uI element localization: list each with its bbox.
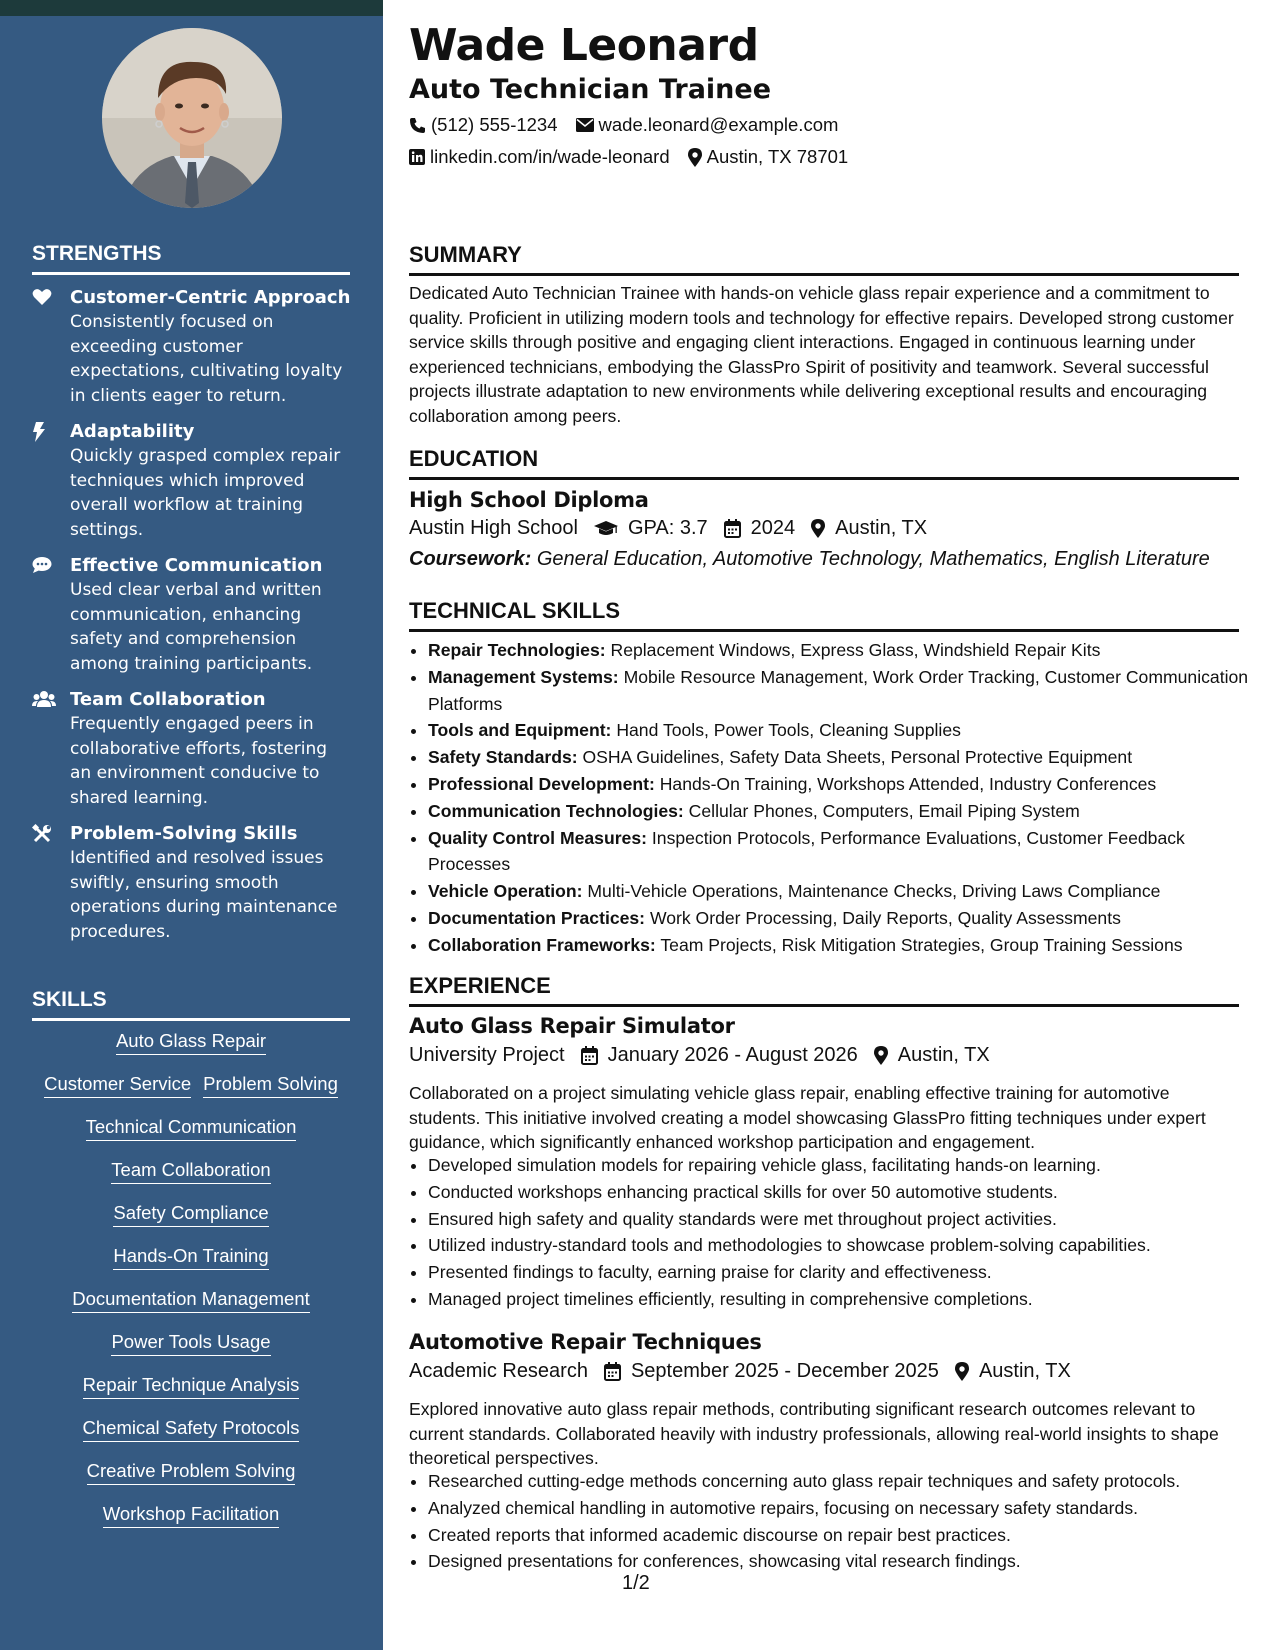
experience-dates bbox=[604, 1360, 939, 1383]
strength-description: Quickly grasped complex repair techniques which improved overall workflow at training settings. bbox=[70, 446, 341, 540]
skill-tag: Team Collaboration bbox=[111, 1159, 270, 1184]
contact-linkedin[interactable] bbox=[409, 146, 670, 168]
contact-row bbox=[409, 146, 866, 168]
email-address: wade.leonard@example.com bbox=[598, 114, 839, 135]
strength-description: Identified and resolved issues swiftly, ensuring smooth operations during maintenance procedures. bbox=[70, 848, 338, 942]
location-text: Austin, TX bbox=[897, 1044, 990, 1066]
experience-bullets bbox=[409, 1468, 1258, 1575]
experience-bullet: • Utilized industry-standard tools and methodologies to showcase problem-solving capabilities. bbox=[428, 1232, 1258, 1259]
skill-tag: Power Tools Usage bbox=[111, 1331, 270, 1356]
linkedin-icon bbox=[409, 149, 425, 165]
strength-description: Frequently engaged peers in collaborative efforts, fostering an environment conducive to shared learning. bbox=[70, 714, 328, 808]
skill-category: Quality Control Measures: bbox=[428, 827, 647, 848]
technical-skill-item bbox=[428, 932, 1258, 959]
contact-row bbox=[409, 114, 856, 136]
skill-values: Replacement Windows, Express Glass, Windshield Repair Kits bbox=[610, 640, 1101, 660]
experience-description: Collaborated on a project simulating vehicle glass repair, enabling effective training for automotive students. This initiative involved creating a model showcasing GlassPro fitting techniques under expert guidance, which significantly enhanced workshop participation and engagement. bbox=[409, 1083, 1206, 1153]
experience-bullet: • Created reports that informed academic discourse on repair best practices. bbox=[428, 1522, 1258, 1549]
contact-location bbox=[688, 146, 849, 168]
skill-category: Management Systems: bbox=[428, 666, 619, 687]
coursework-text: General Education, Automotive Technology, Mathematics, English Literature bbox=[536, 548, 1210, 570]
skill-tag: Auto Glass Repair bbox=[116, 1030, 266, 1055]
experience-description: Explored innovative auto glass repair methods, contributing significant research outcomes relevant to current standards. Collaborated heavily with industry professionals, allowing real-world insights to shape theoretical perspectives. bbox=[409, 1399, 1219, 1469]
strength-title: Customer-Centric Approach bbox=[70, 287, 351, 308]
experience-bullet: • Managed project timelines efficiently, resulting in comprehensive completions. bbox=[428, 1286, 1258, 1313]
heart-icon bbox=[32, 286, 70, 408]
coursework bbox=[409, 548, 1210, 571]
strength-title: Team Collaboration bbox=[70, 689, 266, 710]
linkedin-url: linkedin.com/in/wade-leonard bbox=[430, 146, 670, 167]
profile-photo bbox=[102, 28, 282, 208]
experience-location bbox=[874, 1044, 990, 1067]
skill-category: Safety Standards: bbox=[428, 747, 578, 768]
experience-heading: EXPERIENCE bbox=[409, 973, 1239, 1007]
education-meta bbox=[409, 517, 943, 540]
contact-email[interactable] bbox=[576, 114, 839, 136]
skill-category: Professional Development: bbox=[428, 773, 655, 794]
strength-item bbox=[32, 688, 352, 810]
gpa-text: GPA: 3.7 bbox=[627, 517, 708, 539]
technical-skill-item bbox=[428, 664, 1258, 718]
technical-skill-item bbox=[428, 717, 1258, 744]
strength-title: Adaptability bbox=[70, 421, 195, 442]
skill-tag: Repair Technique Analysis bbox=[83, 1374, 300, 1399]
skill-values: Mobile Resource Management, Work Order Tracking, Customer Communication Platforms bbox=[428, 666, 1249, 714]
skill-tag: Workshop Facilitation bbox=[103, 1503, 280, 1528]
experience-bullet: • Presented findings to faculty, earning praise for clarity and effectiveness. bbox=[428, 1259, 1258, 1286]
experience-org: University Project bbox=[409, 1044, 565, 1066]
calendar-icon bbox=[604, 1362, 621, 1381]
skill-category: Vehicle Operation: bbox=[428, 881, 583, 902]
technical-skill-item bbox=[428, 905, 1258, 932]
calendar-icon bbox=[581, 1046, 598, 1065]
summary-heading: SUMMARY bbox=[409, 242, 1239, 276]
education-year bbox=[724, 517, 796, 540]
skill-values: Inspection Protocols, Performance Evaluations, Customer Feedback Processes bbox=[428, 827, 1185, 875]
strength-title: Problem-Solving Skills bbox=[70, 823, 298, 844]
experience-dates bbox=[581, 1044, 858, 1067]
calendar-icon bbox=[724, 519, 741, 538]
skill-values: OSHA Guidelines, Safety Data Sheets, Personal Protective Equipment bbox=[582, 747, 1133, 768]
summary-text: Dedicated Auto Technician Trainee with hands-on vehicle glass repair experience and a commitment to quality. Proficient in utilizing modern tools and technology for effective repairs. Developed strong customer service skills through positive and engaging client interactions. Engaged in continuous learning under experienced technicians, embodying the GlassPro Spirit of positivity and teamwork. Several successful projects illustrate adaptation to new environments while delivering exceptional results and encouraging collaboration among peers. bbox=[409, 283, 1234, 426]
school-name: Austin High School bbox=[409, 517, 578, 539]
page-number: 1/2 bbox=[622, 1572, 650, 1594]
strength-description: Used clear verbal and written communication, enhancing safety and comprehension among training participants. bbox=[70, 580, 322, 674]
skill-tag: Problem Solving bbox=[203, 1073, 338, 1098]
education-location bbox=[811, 517, 927, 540]
map-pin-icon bbox=[811, 519, 825, 538]
technical-skills-heading: TECHNICAL SKILLS bbox=[409, 598, 1239, 632]
phone-icon bbox=[409, 117, 426, 134]
skill-category: Repair Technologies: bbox=[428, 640, 606, 660]
technical-skill-item bbox=[428, 744, 1258, 771]
graduation-cap-icon bbox=[594, 521, 618, 537]
education-degree: High School Diploma bbox=[409, 488, 649, 512]
experience-bullet: • Ensured high safety and quality standards were met throughout project activities. bbox=[428, 1206, 1258, 1233]
experience-meta bbox=[409, 1360, 1087, 1383]
skill-values: Hands-On Training, Workshops Attended, Industry Conferences bbox=[659, 773, 1157, 794]
experience-bullets bbox=[409, 1152, 1258, 1313]
bolt-icon bbox=[32, 420, 70, 542]
map-pin-icon bbox=[688, 148, 702, 167]
candidate-name: Wade Leonard bbox=[409, 20, 759, 71]
skill-tag: Safety Compliance bbox=[113, 1202, 268, 1227]
skill-tag: Documentation Management bbox=[72, 1288, 310, 1313]
experience-org: Academic Research bbox=[409, 1360, 588, 1382]
map-pin-icon bbox=[874, 1046, 888, 1065]
coursework-label: Coursework: bbox=[409, 548, 532, 570]
skill-tag: Customer Service bbox=[44, 1073, 191, 1098]
education-heading: EDUCATION bbox=[409, 446, 1239, 480]
location-text: Austin, TX 78701 bbox=[706, 146, 849, 167]
experience-bullet: • Developed simulation models for repairing vehicle glass, facilitating hands-on learning. bbox=[428, 1152, 1258, 1179]
skill-values: Cellular Phones, Computers, Email Piping System bbox=[688, 800, 1080, 821]
skill-values: Multi-Vehicle Operations, Maintenance Checks, Driving Laws Compliance bbox=[587, 881, 1161, 902]
chat-icon bbox=[32, 554, 70, 676]
skill-category: Communication Technologies: bbox=[428, 800, 684, 821]
skill-tag: Hands-On Training bbox=[113, 1245, 268, 1270]
experience-bullet: • Researched cutting-edge methods concerning auto glass repair techniques and safety protocols. bbox=[428, 1468, 1258, 1495]
strengths-heading: STRENGTHS bbox=[32, 242, 350, 275]
technical-skill-item bbox=[428, 798, 1258, 825]
map-pin-icon bbox=[955, 1362, 969, 1381]
strength-item bbox=[32, 822, 352, 944]
strength-description: Consistently focused on exceeding customer expectations, cultivating loyalty in clients eager to return. bbox=[70, 312, 343, 406]
skill-tag: Creative Problem Solving bbox=[87, 1460, 296, 1485]
contact-phone[interactable] bbox=[409, 114, 558, 136]
skill-values: Team Projects, Risk Mitigation Strategies, Group Training Sessions bbox=[660, 934, 1183, 955]
experience-bullet: • Designed presentations for conferences, showcasing vital research findings. bbox=[428, 1548, 1258, 1575]
skill-tag: Chemical Safety Protocols bbox=[83, 1417, 300, 1442]
technical-skill-item bbox=[428, 825, 1258, 879]
experience-bullet: • Analyzed chemical handling in automotive repairs, focusing on necessary safety standards. bbox=[428, 1495, 1258, 1522]
location-text: Austin, TX bbox=[978, 1360, 1071, 1382]
skill-values: Work Order Processing, Daily Reports, Quality Assessments bbox=[649, 907, 1121, 928]
year-text: 2024 bbox=[750, 517, 796, 539]
strengths-list bbox=[32, 286, 352, 956]
experience-title: Automotive Repair Techniques bbox=[409, 1330, 762, 1354]
email-icon bbox=[576, 118, 594, 132]
education-gpa bbox=[594, 517, 708, 540]
location-text: Austin, TX bbox=[835, 517, 928, 539]
technical-skills-list bbox=[409, 637, 1258, 959]
experience-title: Auto Glass Repair Simulator bbox=[409, 1014, 735, 1038]
technical-skill-item bbox=[428, 771, 1258, 798]
strength-item bbox=[32, 420, 352, 542]
strength-title: Effective Communication bbox=[70, 555, 323, 576]
tools-icon bbox=[32, 822, 70, 944]
strength-item bbox=[32, 554, 352, 676]
technical-skill-item bbox=[428, 637, 1258, 664]
job-title: Auto Technician Trainee bbox=[409, 74, 772, 105]
skills-tags bbox=[32, 1030, 350, 1546]
experience-location bbox=[955, 1360, 1071, 1383]
dates-text: September 2025 - December 2025 bbox=[630, 1360, 939, 1382]
skills-heading: SKILLS bbox=[32, 988, 350, 1021]
experience-bullet: • Conducted workshops enhancing practical skills for over 50 automotive students. bbox=[428, 1179, 1258, 1206]
sidebar bbox=[0, 0, 383, 1650]
skill-category: Collaboration Frameworks: bbox=[428, 934, 656, 955]
skill-values: Hand Tools, Power Tools, Cleaning Supplies bbox=[616, 720, 961, 741]
strength-item bbox=[32, 286, 352, 408]
phone-number: (512) 555-1234 bbox=[431, 114, 558, 135]
technical-skill-item bbox=[428, 878, 1258, 905]
skill-category: Documentation Practices: bbox=[428, 907, 646, 928]
skill-category: Tools and Equipment: bbox=[428, 720, 612, 741]
sidebar-top-bar bbox=[0, 0, 383, 16]
dates-text: January 2026 - August 2026 bbox=[607, 1044, 858, 1066]
users-icon bbox=[32, 688, 70, 810]
experience-meta bbox=[409, 1044, 1006, 1067]
skill-tag: Technical Communication bbox=[86, 1116, 297, 1141]
